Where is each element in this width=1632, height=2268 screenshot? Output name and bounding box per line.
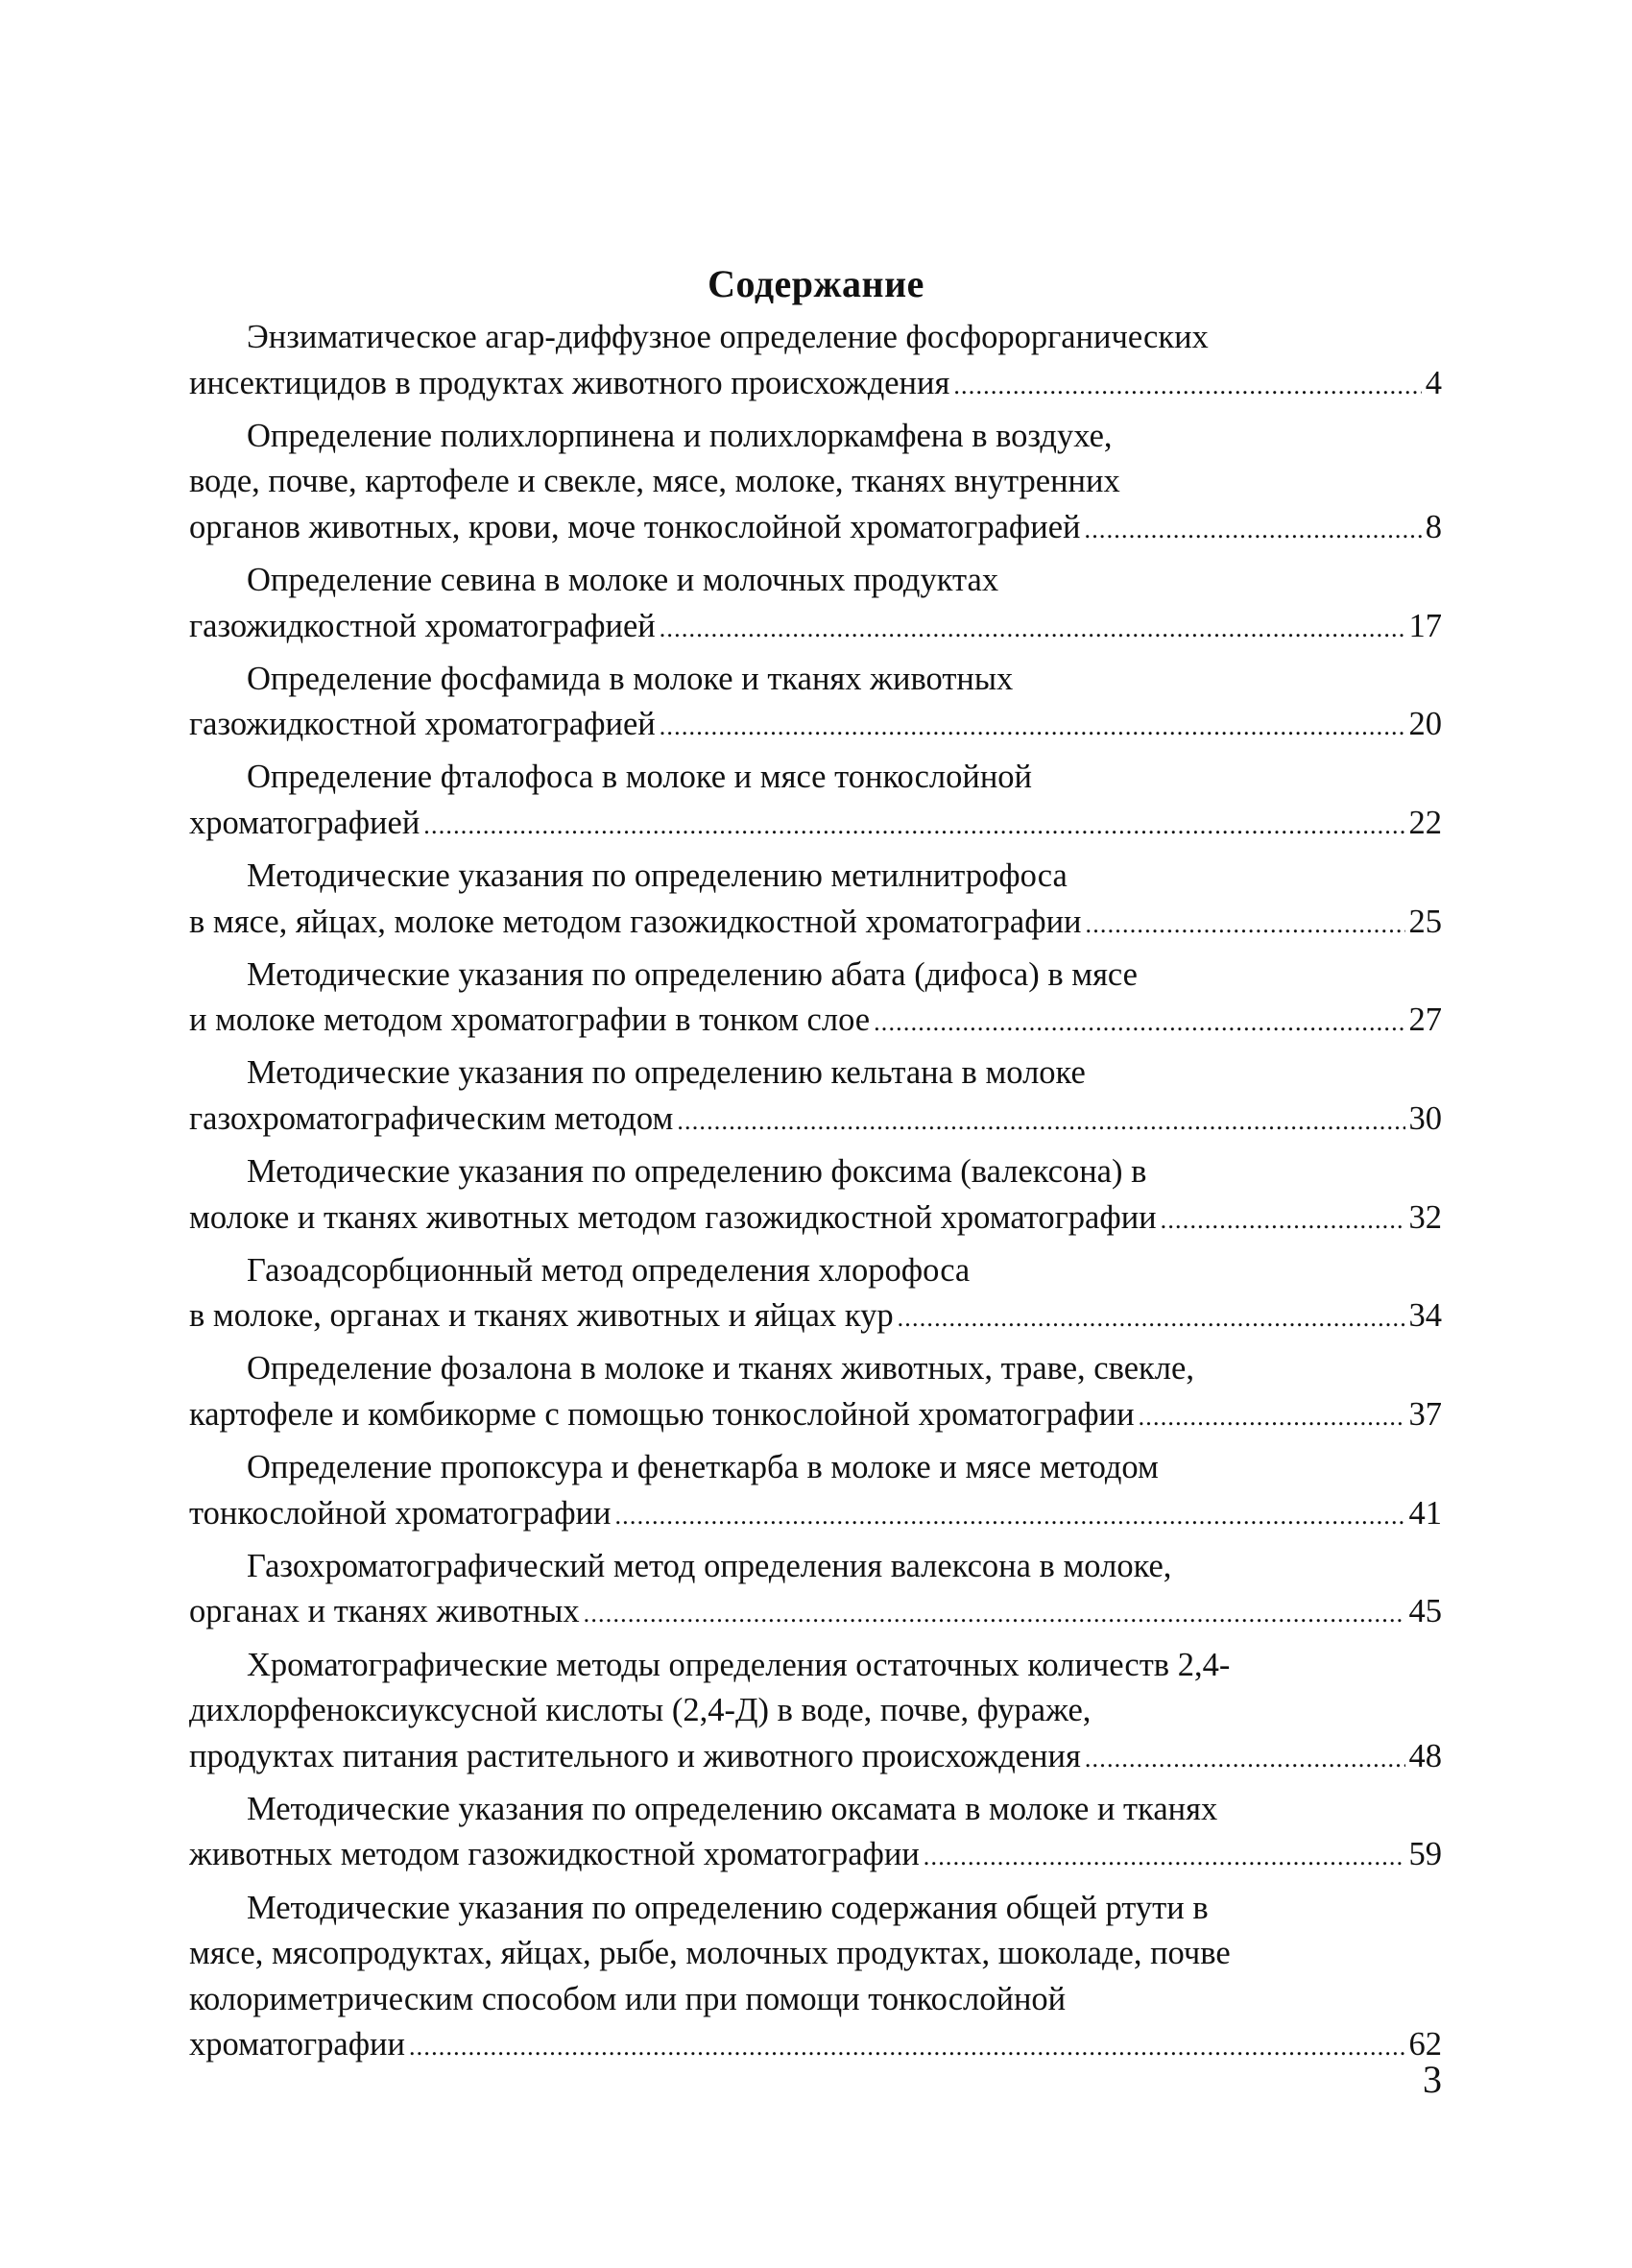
- toc-entry-line: органах и тканях животных: [189, 1593, 580, 1630]
- toc-entry-last-line: [189, 361, 1442, 409]
- toc-entry: [189, 1346, 1442, 1439]
- toc-entry-last-line: [189, 505, 1442, 553]
- toc-entry-line: газожидкостной хроматографией: [189, 706, 656, 743]
- toc-entry: [189, 414, 1442, 553]
- dot-leader: [924, 1834, 1405, 1880]
- toc-entry-page: 37: [1408, 1396, 1442, 1434]
- toc-entry-line: тонкослойной хроматографии: [189, 1494, 612, 1532]
- toc-entry-last-line: [189, 1195, 1442, 1243]
- toc-entry: [189, 558, 1442, 651]
- toc-entry-page: 4: [1425, 364, 1442, 401]
- toc-entry-last-line: [189, 1832, 1442, 1880]
- toc-entry: [189, 755, 1442, 848]
- toc-entry-last-line: [189, 702, 1442, 750]
- toc-entry-page: 20: [1408, 706, 1442, 743]
- toc-entry-line: Определение фозалона в молоке и тканях животных, траве, свекле,: [247, 1350, 1194, 1387]
- page-number: 3: [1423, 2058, 1442, 2101]
- toc-entry-line: Газоадсорбционный метод определения хлорофоса: [247, 1251, 971, 1289]
- toc-entry-line: газожидкостной хроматографией: [189, 607, 656, 644]
- toc-entry: [189, 1445, 1442, 1538]
- toc-entry: [189, 1248, 1442, 1341]
- toc-entry-line: в молоке, органах и тканях животных и яйцах кур: [189, 1297, 894, 1335]
- toc-entry-line: Определение пропоксура и фенеткарба в молоке и мясе методом: [247, 1449, 1159, 1486]
- toc-entry: [189, 854, 1442, 947]
- toc-entry-line: Газохроматографический метод определения валексона в молоке,: [247, 1547, 1172, 1584]
- dot-leader: [1139, 1394, 1405, 1440]
- toc-entry-line: Определение фосфамида в молоке и тканях животных: [247, 660, 1014, 697]
- toc-entry-line: воде, почве, картофеле и свекле, мясе, молоке, тканях внутренних: [189, 463, 1120, 500]
- toc-entry-line: газохроматографическим методом: [189, 1100, 674, 1137]
- toc-entry-line: Методические указания по определению оксамата в молоке и тканях: [247, 1790, 1218, 1827]
- dot-leader: [423, 803, 1404, 849]
- toc-entry-line: в мясе, яйцах, молоке методом газожидкостной хроматографии: [189, 903, 1082, 940]
- toc-entry-page: 34: [1408, 1297, 1442, 1335]
- toc-entry: [189, 1544, 1442, 1637]
- toc-entry-line: хроматографией: [189, 804, 420, 841]
- toc-entry-line: продуктах питания растительного и животного происхождения: [189, 1737, 1081, 1774]
- toc-entry-line: мясе, мясопродуктах, яйцах, рыбе, молочных продуктах, шоколаде, почве: [189, 1935, 1231, 1972]
- toc-entry-line: инсектицидов в продуктах животного происхождения: [189, 364, 950, 401]
- dot-leader: [1086, 902, 1405, 948]
- toc-entry-line: Определение фталофоса в молоке и мясе тонкослойной: [247, 759, 1032, 796]
- toc-entry-line: Методические указания по определению содержания общей ртути в: [247, 1889, 1209, 1926]
- toc-entry-page: 27: [1408, 1001, 1442, 1039]
- toc-entry: [189, 657, 1442, 750]
- toc-entry-line: Энзиматическое агар-диффузное определение фосфорорганических: [247, 319, 1209, 355]
- toc-entry: [189, 1787, 1442, 1880]
- dot-leader: [660, 606, 1405, 652]
- table-of-contents: [189, 315, 1442, 2075]
- toc-entry-page: 22: [1408, 804, 1442, 841]
- toc-entry-last-line: [189, 1491, 1442, 1539]
- toc-entry-last-line: [189, 801, 1442, 849]
- toc-entry: [189, 315, 1442, 408]
- dot-leader: [614, 1493, 1404, 1539]
- dot-leader: [660, 704, 1405, 750]
- toc-entry-last-line: [189, 2022, 1442, 2070]
- toc-entry-line: хроматографии: [189, 2026, 405, 2063]
- page-title: Содержание: [708, 262, 924, 305]
- toc-entry-line: Методические указания по определению абата (дифоса) в мясе: [247, 955, 1138, 993]
- toc-entry-line: Определение полихлорпинена и полихлоркамфена в воздухе,: [247, 417, 1113, 454]
- toc-entry-last-line: [189, 1293, 1442, 1341]
- toc-entry-page: 41: [1408, 1494, 1442, 1532]
- toc-entry-last-line: [189, 900, 1442, 948]
- toc-entry: [189, 1050, 1442, 1144]
- toc-entry-last-line: [189, 604, 1442, 652]
- toc-entry-line: колориметрическим способом или при помощи тонкослойной: [189, 1980, 1067, 2017]
- toc-entry-line: животных методом газожидкостной хроматографии: [189, 1836, 920, 1873]
- dot-leader: [1161, 1197, 1405, 1243]
- dot-leader: [953, 363, 1421, 409]
- toc-entry-line: Методические указания по определению фоксима (валексона) в: [247, 1153, 1147, 1191]
- dot-leader: [1085, 507, 1422, 553]
- dot-leader: [898, 1295, 1405, 1341]
- toc-entry-line: и молоке методом хроматографии в тонком слое: [189, 1001, 871, 1039]
- toc-entry-page: 25: [1408, 903, 1442, 940]
- toc-entry-last-line: [189, 1097, 1442, 1145]
- toc-entry-last-line: [189, 1589, 1442, 1637]
- toc-entry-page: 8: [1425, 508, 1442, 545]
- toc-entry-line: Определение севина в молоке и молочных продуктах: [247, 561, 999, 598]
- toc-entry-page: 30: [1408, 1100, 1442, 1137]
- toc-entry-line: молоке и тканях животных методом газожидкостной хроматографии: [189, 1198, 1157, 1236]
- toc-entry: [189, 953, 1442, 1046]
- toc-entry-page: 62: [1408, 2026, 1442, 2063]
- dot-leader: [584, 1591, 1405, 1637]
- toc-entry-page: 45: [1408, 1593, 1442, 1630]
- dot-leader: [874, 1000, 1404, 1046]
- toc-entry: [189, 1643, 1442, 1782]
- toc-entry-page: 32: [1408, 1198, 1442, 1236]
- toc-entry-page: 17: [1408, 607, 1442, 644]
- toc-entry: [189, 1886, 1442, 2070]
- dot-leader: [409, 2024, 1405, 2070]
- toc-entry: [189, 1149, 1442, 1243]
- toc-entry-line: Методические указания по определению метилнитрофоса: [247, 857, 1068, 895]
- toc-entry-page: 59: [1408, 1836, 1442, 1873]
- toc-entry-line: органов животных, крови, моче тонкослойной хроматографией: [189, 508, 1081, 545]
- toc-entry-page: 48: [1408, 1737, 1442, 1774]
- toc-entry-line: Методические указания по определению кельтана в молоке: [247, 1054, 1086, 1092]
- toc-entry-last-line: [189, 998, 1442, 1046]
- toc-entry-last-line: [189, 1392, 1442, 1440]
- toc-entry-line: дихлорфеноксиуксусной кислоты (2,4-Д) в воде, почве, фураже,: [189, 1692, 1092, 1729]
- dot-leader: [1085, 1736, 1405, 1782]
- toc-entry-line: Хроматографические методы определения остаточных количеств 2,4-: [247, 1646, 1231, 1683]
- toc-entry-line: картофеле и комбикорме с помощью тонкослойной хроматографии: [189, 1396, 1135, 1434]
- toc-entry-last-line: [189, 1734, 1442, 1782]
- dot-leader: [677, 1098, 1404, 1145]
